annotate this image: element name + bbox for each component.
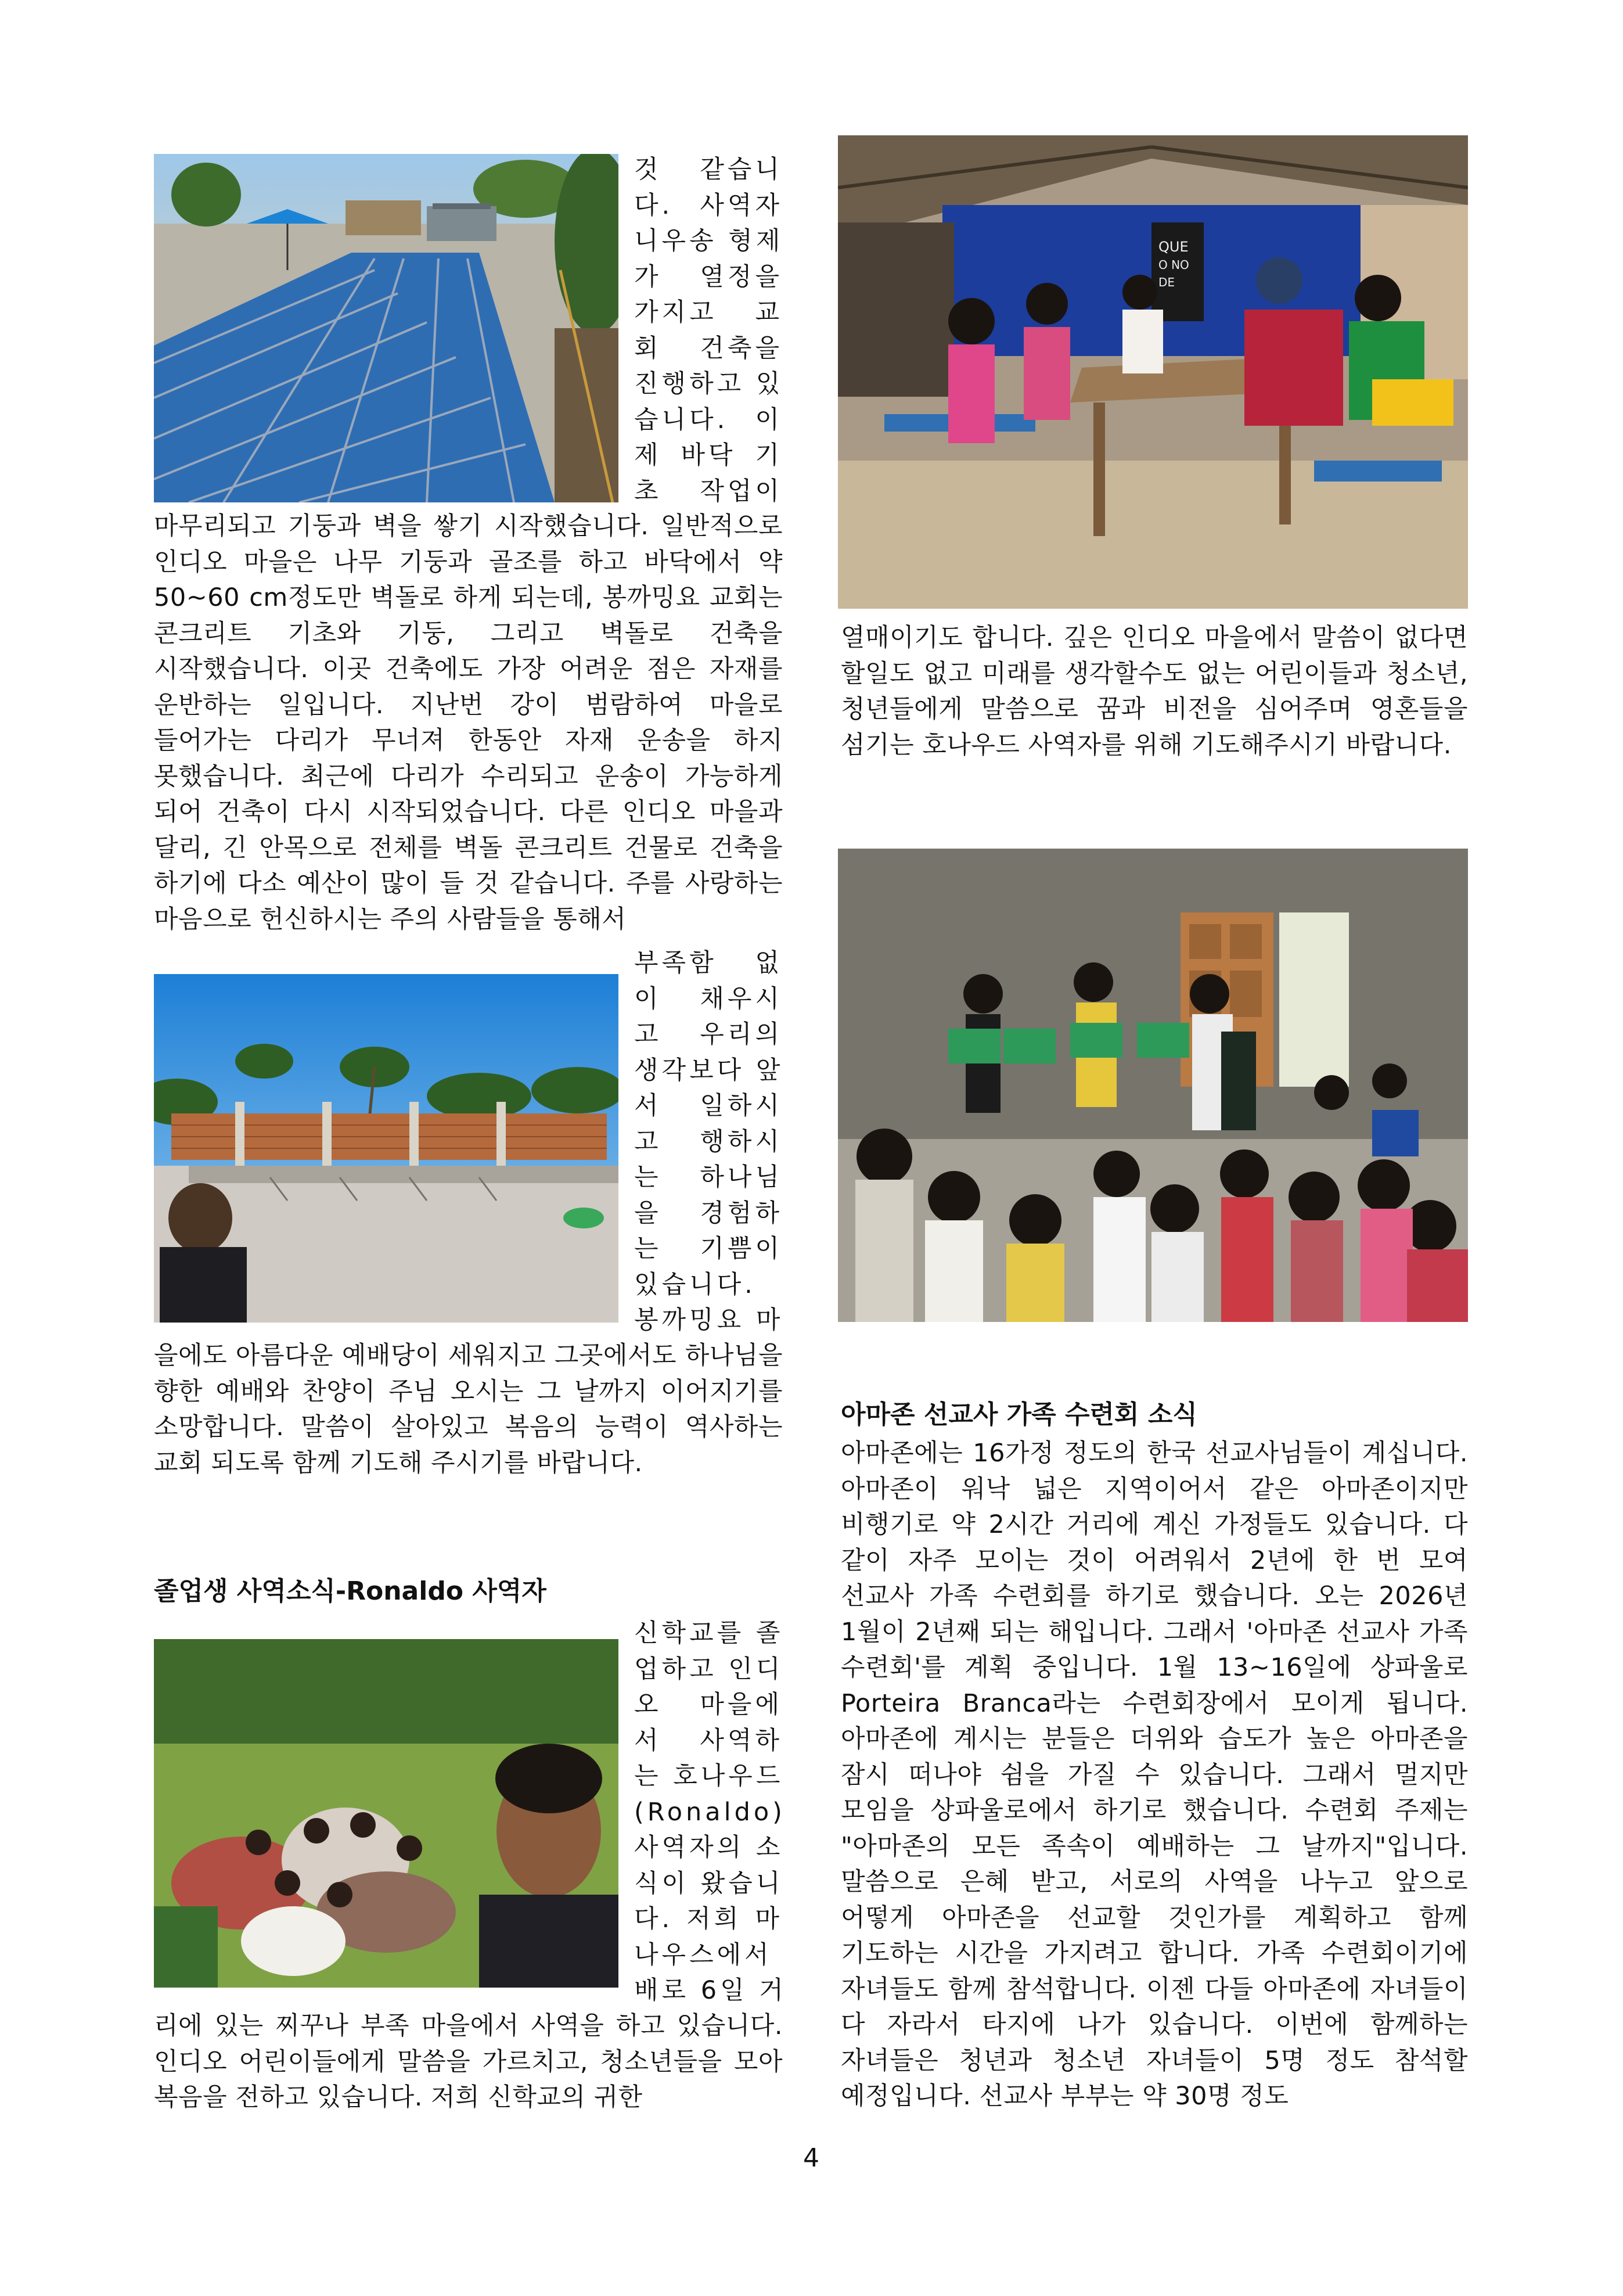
text-line: 서 일하시	[634, 1091, 783, 1120]
text-line: 을 경험하	[634, 1198, 783, 1228]
text-line: 고 우리의	[634, 1020, 783, 1049]
text-line: 것 같습니	[634, 155, 783, 184]
text-line: 가지고 교	[634, 298, 783, 327]
text-line: 는 기쁨이	[634, 1234, 783, 1263]
text-line: 배로 6일 거	[634, 1976, 787, 2005]
paragraph-ronaldo-ministry: 리에 있는 찌꾸나 부족 마을에서 사역을 하고 있습니다. 인디오 어린이들에게 말씀을 가르치고, 청소년들을 모아 복음을 전하고 있습니다. 저희 신학교의 귀한	[154, 2011, 783, 2112]
banner-sign-text: DE	[1158, 275, 1175, 289]
text-line: 회 건축을	[634, 333, 783, 363]
text-line: 이 채우시	[634, 984, 783, 1014]
banner-sign-text: QUE	[1158, 239, 1189, 255]
text-line: 나우스에서	[634, 1940, 772, 1970]
text-line: 는 호나우드	[634, 1762, 784, 1791]
text-line: 다. 사역자	[634, 191, 783, 220]
text-line: 오 마을에	[634, 1690, 783, 1719]
photo-ronaldo-village	[154, 1639, 618, 1988]
text-line: 신학교를 졸	[634, 1619, 784, 1648]
text-line: 고 행하시	[634, 1127, 783, 1156]
text-line: 서 사역하	[634, 1726, 783, 1755]
text-line: 부족함 없	[634, 948, 783, 978]
text-line: 봉까밍요 마	[634, 1306, 784, 1335]
section-heading-ronaldo: 졸업생 사역소식-Ronaldo 사역자	[154, 1576, 546, 1606]
text-line: 있습니다.	[634, 1270, 756, 1299]
text-line: 진행하고 있	[634, 369, 784, 398]
text-line: 초 작업이	[634, 476, 783, 506]
text-line: 사역자의 소	[634, 1833, 784, 1862]
text-line: 생각보다 앞	[634, 1055, 784, 1085]
text-line: 다. 저희 마	[634, 1905, 783, 1934]
paragraph-church-hope: 을에도 아름다운 예배당이 세워지고 그곳에서도 하나님을 향한 예배와 찬양이 주님 오시는 그 날까지 이어지기를 소망합니다. 말씀이 살아있고 복음의 능력이 역사하는 교회 되도록 함께 기도해 주시기를 바랍니다.	[154, 1341, 783, 1478]
text-line: 습니다. 이	[634, 405, 783, 434]
text-line: 제 바닥 기	[634, 441, 783, 470]
paragraph-church-construction: 마무리되고 기둥과 벽을 쌓기 시작했습니다. 일반적으로 인디오 마을은 나무 기둥과 골조를 하고 바닥에서 약 50~60 cm정도만 벽돌로 하게 되는데, 봉까밍요 교회는 콘크리트 기초와 기둥, 그리고 벽돌로 건축을 시작했습니다. 이곳 건축에도 가장 어려운 점은 자재를 운반하는 일입니다. 지난번 강이 범람하여 마을로 들어가는 다리가 무너져 한동안 자재 운송을 하지 못했습니다. 최근에 다리가 수리되고 운송이 가능하게 되어 건축이 다시 시작되었습니다. 다른 인디오 마을과 달리, 긴 안목으로 전체를 벽돌 콘크리트 건물로 건축을 하기에 다소 예산이 많이 들 것 같습니다. 주를 사랑하는 마음으로 헌신하시는 주의 사람들을 통해서	[154, 512, 783, 934]
wrap-text-1	[634, 152, 783, 509]
photo-church-foundation	[154, 154, 618, 502]
wrap-text-2	[634, 946, 783, 1339]
text-line: 는 하나님	[634, 1163, 783, 1192]
wrap-text-3	[634, 1616, 787, 2009]
paragraph-ronaldo-prayer: 열매이기도 합니다. 깊은 인디오 마을에서 말씀이 없다면 할일도 없고 미래를 생각할수도 없는 어린이들과 청소년, 청년들에게 말씀으로 꿈과 비전을 심어주며 영혼들을 섬기는 호나우드 사역자를 위해 기도해주시기 바랍니다.	[841, 623, 1468, 760]
text-line: 식이 왔습니	[634, 1869, 784, 1898]
page-number: 4	[803, 2143, 819, 2173]
banner-sign-text: O NO	[1158, 258, 1189, 272]
text-line: 가 열정을	[634, 262, 783, 292]
photo-children-class	[838, 135, 1468, 609]
text-line: (Ronaldo)	[634, 1797, 786, 1827]
photo-church-walls	[154, 974, 618, 1323]
section-heading-amazon-retreat: 아마존 선교사 가족 수련회 소식	[841, 1400, 1197, 1429]
paragraph-amazon-retreat: 아마존에는 16가정 정도의 한국 선교사님들이 계십니다. 아마존이 워낙 넓은 지역이어서 같은 아마존이지만 비행기로 약 2시간 거리에 계신 가정들도 있습니다. 다 같이 자주 모이는 것이 어려워서 2년에 한 번 모여 선교사 가족 수련회를 하기로 했습니다. 오는 2026년 1월이 2년째 되는 해입니다. 그래서 '아마존 선교사 가족 수련회'를 계획 중입니다. 1월 13~16일에 상파울로 Porteira Branca라는 수련회장에서 모이게 됩니다. 아마존에 계시는 분들은 더위와 습도가 높은 아마존을 잠시 떠나야 쉼을 가질 수 있습니다. 그래서 멀지만 모임을 상파울로에서 하기로 했습니다. 수련회 주제는 "아마존의 모든 족속이 예배하는 그 날까지"입니다. 말씀으로 은혜 받고, 서로의 사역을 나누고 앞으로 어떻게 아마존을 선교할 것인가를 계획하고 함께 기도하는 시간을 가지려고 합니다. 가족 수련회이기에 자녀들도 함께 참석합니다. 이젠 다들 아마존에 자녀들이 다 자라서 타지에 나가 있습니다. 이번에 함께하는 자녀들은 청년과 청소년 자녀들이 5명 정도 참석할 예정입니다. 선교사 부부는 약 30명 정도	[841, 1439, 1468, 2111]
photo-children-presentation	[838, 849, 1468, 1322]
text-line: 업하고 인디	[634, 1654, 784, 1684]
text-line: 니우송 형제	[634, 227, 784, 256]
